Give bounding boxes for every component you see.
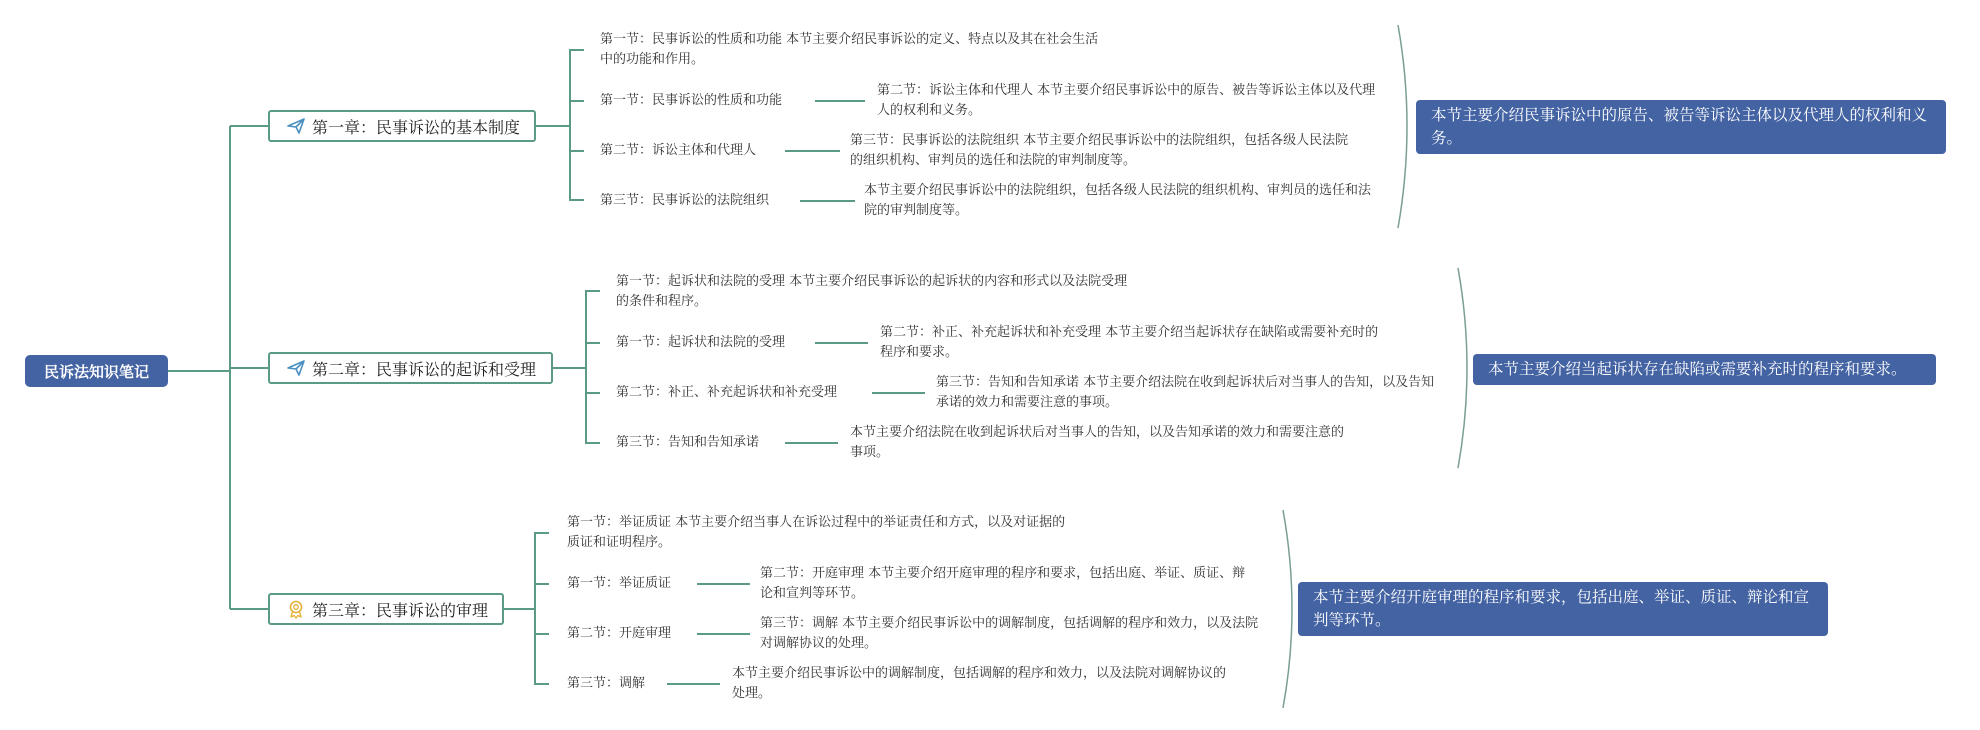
chapter-1-item-3-detail[interactable]: 本节主要介绍民事诉讼中的法院组织，包括各级人民法院的组织机构、审判员的选任和法院的审判制度等。 (864, 183, 1372, 218)
chapter-2-lead-item[interactable]: 第一节：起诉状和法院的受理 本节主要介绍民事诉讼的起诉状的内容和形式以及法院受理的条件和程序。 (616, 274, 1128, 309)
chapter-1-summary[interactable]: 本节主要介绍民事诉讼中的原告、被告等诉讼主体以及代理人的权利和义务。 (1416, 100, 1946, 154)
root-node[interactable] (25, 355, 168, 387)
chapter-3-item-1[interactable]: 第一节：举证质证 (567, 576, 672, 591)
chapter-3-node[interactable] (268, 593, 504, 625)
chapter-3-item-2[interactable]: 第二节：开庭审理 (567, 626, 672, 641)
chapter-2-item-1[interactable]: 第一节：起诉状和法院的受理 (616, 335, 786, 350)
chapter-2-item-2[interactable]: 第二节：补正、补充起诉状和补充受理 (616, 385, 838, 400)
root-label: 民诉法知识笔记 (43, 362, 149, 381)
chapter-1-item-3[interactable]: 第三节：民事诉讼的法院组织 (600, 193, 770, 208)
chapter-2-node[interactable] (268, 352, 553, 384)
chapter-2-item-3-detail[interactable]: 本节主要介绍法院在收到起诉状后对当事人的告知，以及告知承诺的效力和需要注意的事项。 (850, 425, 1345, 460)
chapter-3-item-3-detail[interactable]: 本节主要介绍民事诉讼中的调解制度，包括调解的程序和效力，以及法院对调解协议的处理。 (732, 666, 1227, 701)
chapter-1-item-1[interactable]: 第一节：民事诉讼的性质和功能 (600, 93, 783, 108)
chapter-3-lead-item[interactable]: 第一节：举证质证 本节主要介绍当事人在诉讼过程中的举证责任和方式，以及对证据的质证和证明程序。 (567, 515, 1066, 550)
chapter-3-item-2-detail[interactable]: 第三节：调解 本节主要介绍民事诉讼中的调解制度，包括调解的程序和效力，以及法院对调解协议的处理。 (760, 616, 1259, 651)
chapter-1-node[interactable] (268, 110, 536, 142)
award-ribbon-icon (286, 599, 306, 619)
paper-plane-icon (286, 116, 306, 136)
paper-plane-icon (286, 358, 306, 378)
chapter-2-item-1-detail[interactable]: 第二节：补正、补充起诉状和补充受理 本节主要介绍当起诉状存在缺陷或需要补充时的程序和要求。 (880, 325, 1379, 360)
chapter-2-item-3[interactable]: 第三节：告知和告知承诺 (616, 435, 760, 450)
chapter-3-item-3[interactable]: 第三节：调解 (567, 676, 646, 691)
chapter-1-title: 第一章：民事诉讼的基本制度 (312, 117, 521, 137)
chapter-3-item-1-detail[interactable]: 第二节：开庭审理 本节主要介绍开庭审理的程序和要求，包括出庭、举证、质证、辩论和宣判等环节。 (760, 566, 1246, 601)
chapter-1-item-1-detail[interactable]: 第二节：诉讼主体和代理人 本节主要介绍民事诉讼中的原告、被告等诉讼主体以及代理人的权利和义务。 (877, 83, 1376, 118)
chapter-2-summary[interactable]: 本节主要介绍当起诉状存在缺陷或需要补充时的程序和要求。 (1473, 354, 1936, 385)
chapter-1-lead-item[interactable]: 第一节：民事诉讼的性质和功能 本节主要介绍民事诉讼的定义、特点以及其在社会生活中的功能和作用。 (600, 32, 1099, 67)
chapter-2-item-2-detail[interactable]: 第三节：告知和告知承诺 本节主要介绍法院在收到起诉状后对当事人的告知，以及告知承诺的效力和需要注意的事项。 (936, 375, 1435, 410)
chapter-1-item-2[interactable]: 第二节：诉讼主体和代理人 (600, 143, 757, 158)
chapter-1-item-2-detail[interactable]: 第三节：民事诉讼的法院组织 本节主要介绍民事诉讼中的法院组织，包括各级人民法院的组织机构、审判员的选任和法院的审判制度等。 (850, 133, 1349, 168)
chapter-3-summary[interactable]: 本节主要介绍开庭审理的程序和要求，包括出庭、举证、质证、辩论和宣判等环节。 (1298, 582, 1828, 636)
chapter-2-title: 第二章：民事诉讼的起诉和受理 (312, 359, 537, 379)
chapter-3-title: 第三章：民事诉讼的审理 (312, 600, 489, 620)
